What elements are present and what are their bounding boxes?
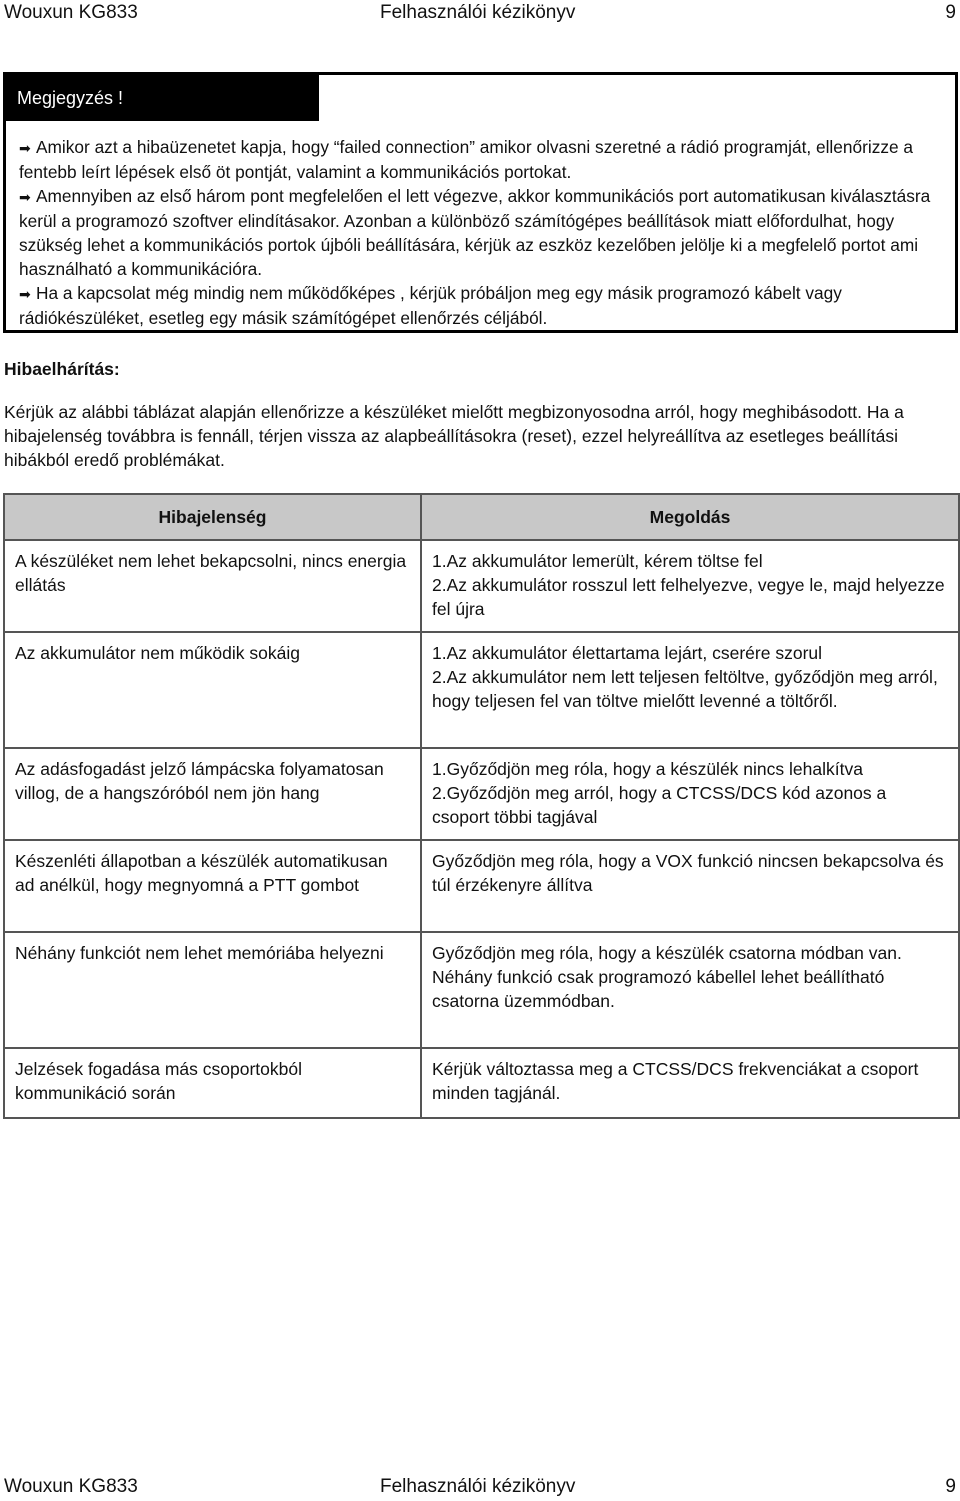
note-item — [19, 184, 944, 281]
solution-line: Győződjön meg róla, hogy a VOX funkció nincsen bekapcsolva és túl érzékenyre állítva — [432, 851, 944, 895]
table-row — [4, 540, 959, 632]
column-header-problem: Hibajelenség — [4, 494, 421, 540]
solution-line: 2.Az akkumulátor rosszul lett felhelyezve, vegye le, majd helyezze fel újra — [432, 575, 945, 619]
solution-cell — [421, 932, 959, 1048]
page-footer — [0, 1474, 960, 1500]
problem-cell: Készenléti állapotban a készülék automatikusan ad anélkül, hogy megnyomná a PTT gombot — [4, 840, 421, 932]
arrow-right-icon: ➡ — [19, 140, 31, 156]
solution-line: Néhány funkció csak programozó kábellel lehet beállítható csatorna üzemmódban. — [432, 967, 885, 1011]
solution-line: 1.Az akkumulátor élettartama lejárt, cserére szorul — [432, 643, 823, 663]
table-row — [4, 632, 959, 748]
header-title: Wouxun KG833 — [4, 2, 138, 23]
note-item-text: Amikor azt a hibaüzenetet kapja, hogy “failed connection” amikor olvasni szeretné a rádió programját, ellenőrizze a fentebb leírt lépések első öt pontját, valamint a kommunikációs portokat. — [19, 137, 914, 182]
problem-cell: A készüléket nem lehet bekapcsolni, nincs energia ellátás — [4, 540, 421, 632]
problem-cell: Az adásfogadást jelző lámpácska folyamatosan villog, de a hangszóróból nem jön hang — [4, 748, 421, 840]
arrow-right-icon: ➡ — [19, 286, 31, 302]
problem-cell: Néhány funkciót nem lehet memóriába helyezni — [4, 932, 421, 1048]
troubleshooting-table — [3, 493, 960, 1119]
table-row — [4, 748, 959, 840]
footer-subtitle: Felhasználói kézikönyv — [380, 1476, 576, 1497]
footer-page-number: 9 — [945, 1476, 956, 1497]
solution-cell — [421, 1048, 959, 1118]
arrow-right-icon: ➡ — [19, 189, 31, 205]
note-item-text: Ha a kapcsolat még mindig nem működőképes , kérjük próbáljon meg egy másik programozó kábelt vagy rádiókészüléket, esetleg egy másik számítógépet ellenőrzés céljából. — [19, 283, 842, 328]
table-header-row — [4, 494, 959, 540]
intro-paragraph: Kérjük az alábbi táblázat alapján ellenőrizze a készüléket mielőtt megbizonyosodna arról, hogy meghibásodott. Ha a hibajelenség továbbra is fennáll, térjen vissza az alapbeállításokra (reset), ezzel helyreállítva az esetleges beállítási hibákból eredő problémákat. — [4, 402, 904, 470]
solution-line: 1.Győződjön meg róla, hogy a készülék nincs lehalkítva — [432, 759, 863, 779]
solution-cell — [421, 540, 959, 632]
solution-cell — [421, 840, 959, 932]
solution-line: Kérjük változtassa meg a CTCSS/DCS frekvenciákat a csoport minden tagjánál. — [432, 1059, 919, 1103]
section-title: Hibaelhárítás: — [4, 359, 120, 379]
note-item — [19, 135, 944, 184]
footer-title: Wouxun KG833 — [4, 1476, 138, 1497]
solution-line: 1.Az akkumulátor lemerült, kérem töltse fel — [432, 551, 763, 571]
header-subtitle: Felhasználói kézikönyv — [380, 2, 576, 23]
note-body — [19, 135, 944, 330]
column-header-solution: Megoldás — [421, 494, 959, 540]
note-box — [3, 72, 958, 333]
header-page-number: 9 — [945, 2, 956, 23]
solution-line: 2.Az akkumulátor nem lett teljesen feltöltve, győződjön meg arról, hogy teljesen fel van töltve mielőtt levenné a töltőről. — [432, 667, 938, 711]
problem-cell: Jelzések fogadása más csoportokból kommunikáció során — [4, 1048, 421, 1118]
table-row — [4, 1048, 959, 1118]
solution-cell — [421, 632, 959, 748]
problem-cell: Az akkumulátor nem működik sokáig — [4, 632, 421, 748]
solution-line: 2.Győződjön meg arról, hogy a CTCSS/DCS kód azonos a csoport többi tagjával — [432, 783, 887, 827]
solution-cell — [421, 748, 959, 840]
page-header — [0, 0, 960, 26]
note-title: Megjegyzés ! — [6, 75, 319, 121]
note-item — [19, 281, 944, 330]
note-item-text: Amennyiben az első három pont megfelelően el lett végezve, akkor kommunikációs port automatikusan kiválasztásra kerül a programozó szoftver elindításakor. Azonban a különböző számítógépes beállítások miatt előfordulhat, hogy szükség lehet a kommunikációs portok újbóli beállítására, kérjük az eszköz kezelőben jelölje ki a megfelelő portot ami használható a kommunikációra. — [19, 186, 931, 279]
table-row — [4, 932, 959, 1048]
table-row — [4, 840, 959, 932]
solution-line: Győződjön meg róla, hogy a készülék csatorna módban van. — [432, 943, 902, 963]
